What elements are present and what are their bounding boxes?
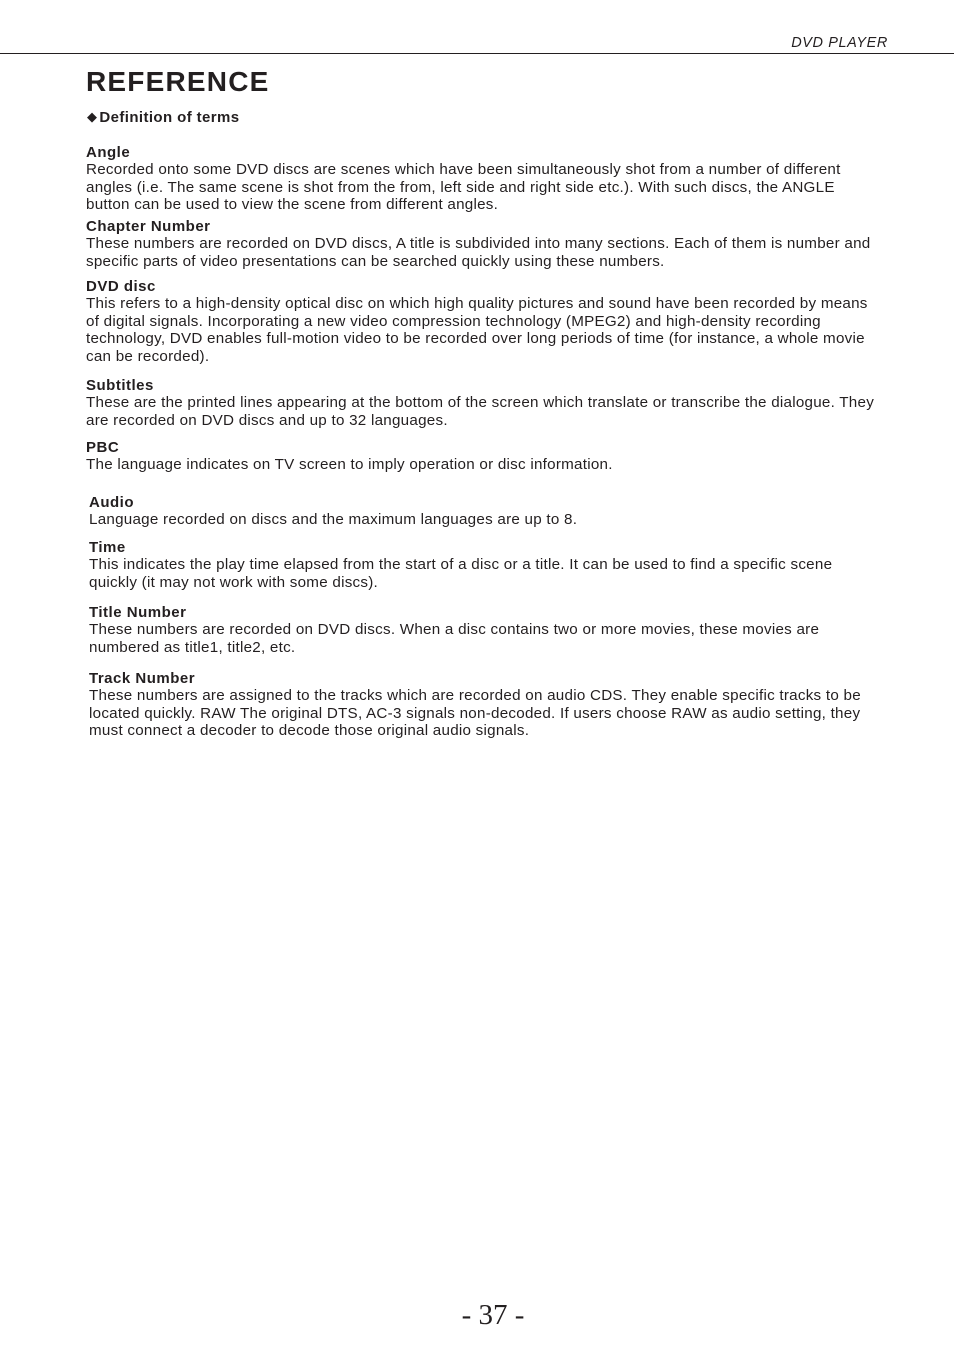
term-description: This refers to a high-density optical disc on which high quality pictures and sound have been recorded by means of digital signals. Incorporating a new video compression technology (MPEG2) and high-density recording technology, DVD enables full-motion video to be recorded over long periods of time (for instance, a whole movie can be recorded). <box>86 295 868 365</box>
term-entry-subtitles <box>86 377 876 429</box>
term-entry-angle <box>86 144 876 214</box>
term-description: Language recorded on discs and the maximum languages are up to 8. <box>89 511 578 528</box>
term-entry-audio <box>89 494 879 529</box>
page-number: - 37 - <box>461 1299 525 1331</box>
term-entry-track-number <box>89 670 879 740</box>
term-entry-pbc <box>86 439 876 474</box>
term-description: These numbers are recorded on DVD discs. When a disc contains two or more movies, these movies are numbered as title1, title2, etc. <box>89 621 820 656</box>
diamond-bullet-icon: ◆ <box>87 109 98 124</box>
section-title: Definition of terms <box>99 109 240 126</box>
term-description: Recorded onto some DVD discs are scenes which have been simultaneously shot from a number of different angles (i.e. The same scene is shot from the from, left side and right side etc.). With such discs, the ANGLE button can be used to view the scene from different angles. <box>86 161 841 214</box>
term-title: Audio <box>89 494 134 511</box>
term-description: These numbers are recorded on DVD discs, A title is subdivided into many sections. Each of them is number and specific parts of video presentations can be searched quickly using these numbers. <box>86 235 871 270</box>
term-title: Chapter Number <box>86 218 211 235</box>
page-title: REFERENCE <box>86 66 270 97</box>
header-rule <box>0 53 954 54</box>
header-label: DVD PLAYER <box>791 35 888 51</box>
term-title: Angle <box>86 144 131 161</box>
term-title: Track Number <box>89 670 196 687</box>
term-description: This indicates the play time elapsed from the start of a disc or a title. It can be used to find a specific scene quickly (it may not work with some discs). <box>89 556 833 591</box>
term-entry-time <box>89 539 879 591</box>
term-description: These numbers are assigned to the tracks which are recorded on audio CDS. They enable specific tracks to be located quickly. RAW The original DTS, AC-3 signals non-decoded. If users choose RAW as audio setting, they must connect a decoder to decode those original audio signals. <box>89 687 861 740</box>
term-title: DVD disc <box>86 278 156 295</box>
term-entry-chapter-number <box>86 218 876 270</box>
section-heading <box>87 109 240 126</box>
term-title: Time <box>89 539 126 556</box>
term-entry-dvd-disc <box>86 278 876 365</box>
term-description: The language indicates on TV screen to imply operation or disc information. <box>86 456 613 473</box>
term-description: These are the printed lines appearing at the bottom of the screen which translate or transcribe the dialogue. They are recorded on DVD discs and up to 32 languages. <box>86 394 875 429</box>
term-title: Subtitles <box>86 377 154 394</box>
term-title: Title Number <box>89 604 187 621</box>
term-title: PBC <box>86 439 120 456</box>
term-entry-title-number <box>89 604 879 656</box>
